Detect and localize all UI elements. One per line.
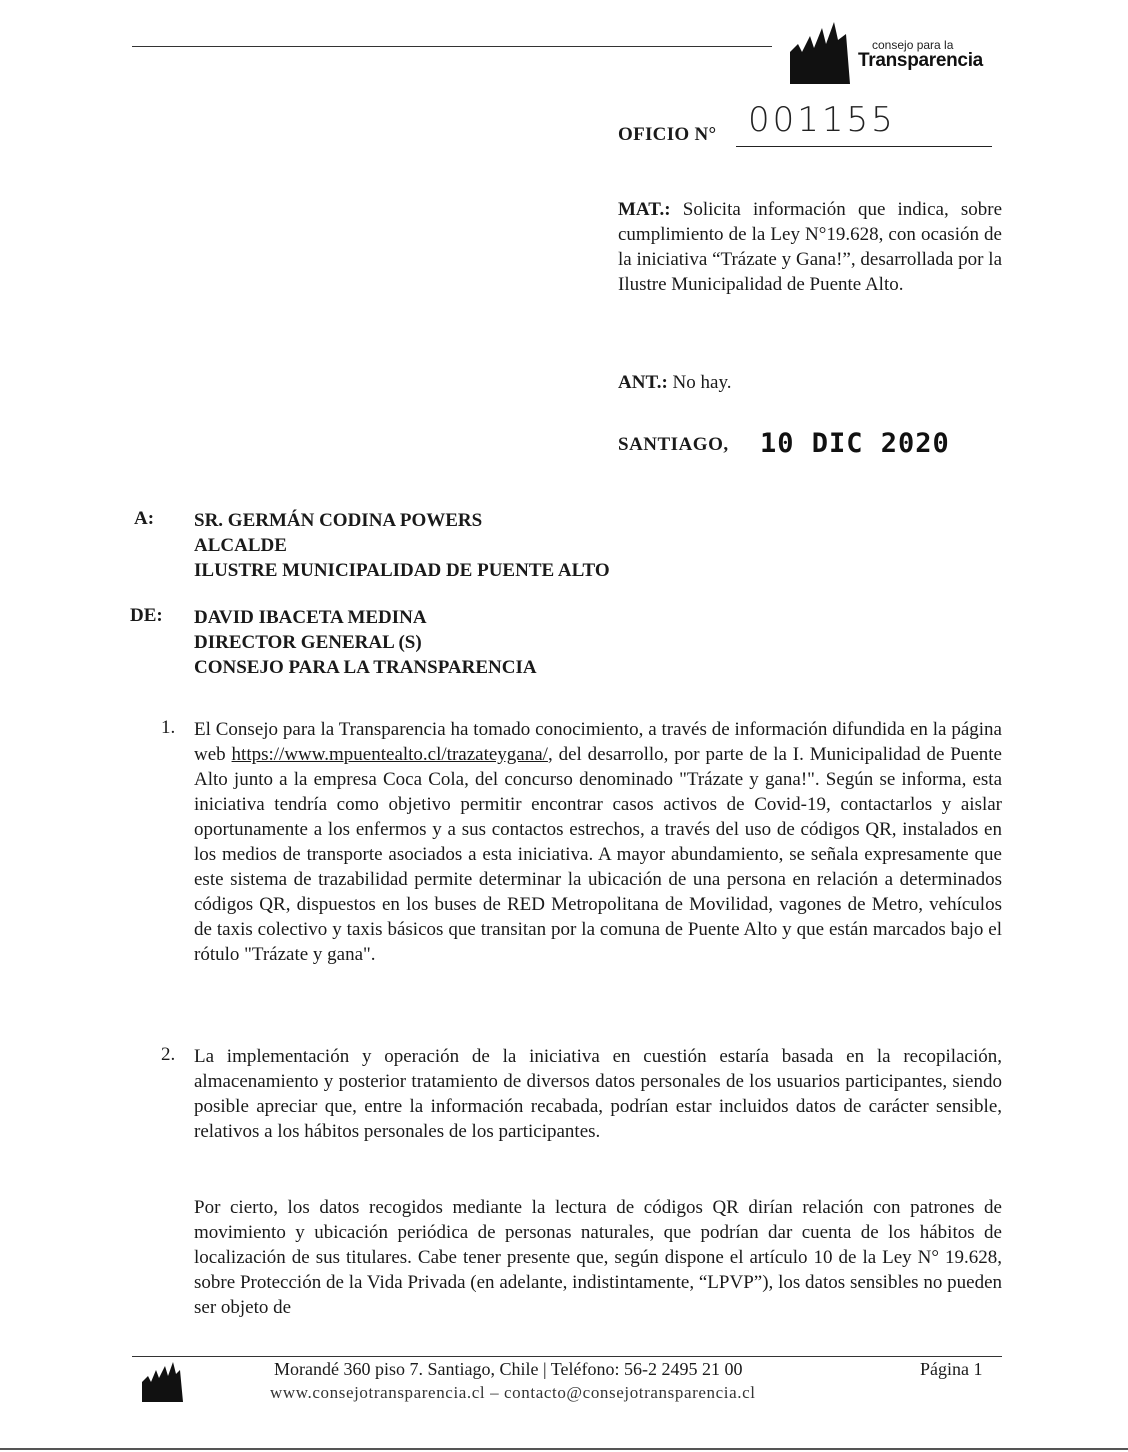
paragraph-1-text-b: , del desarrollo, por parte de la I. Municipalidad de Puente Alto junto a la empresa Coca Cola, del concurso denominado "Trázate y gana!". Según se informa, esta iniciativa tendría como objetivo permitir encontrar casos activos de Covid-19, contactarlos y aislar oportunamente a los enfermos y a sus contactos estrechos, a través del uso de códigos QR, instalados en los medios de transporte asociados a esta iniciativa. A mayor abundamiento, se señala expresamente que este sistema de trazabilidad permite determinar la ubicación de una persona en relación a determinados códigos QR, dispuestos en los buses de RED Metropolitana de Movilidad, vagones de Metro, vehículos de taxis colectivo y taxis básicos que transitan por la comuna de Puente Alto y que están marcados bajo el rótulo "Trázate y gana". (194, 744, 1002, 965)
consejo-transparencia-logo (786, 18, 996, 90)
from-name: DAVID IBACETA MEDINA (194, 607, 427, 628)
trazateygana-link[interactable]: https://www.mpuentealto.cl/trazateygana/ (231, 744, 548, 765)
page-number: Página 1 (920, 1359, 983, 1379)
to-block (194, 508, 610, 583)
materia-block (618, 197, 1002, 297)
logo-mark-icon (786, 18, 866, 90)
page-bottom-edge (0, 1448, 1128, 1450)
logo-line1: consejo para la (872, 38, 954, 52)
footer-contact: www.consejotransparencia.cl – contacto@consejotransparencia.cl (270, 1383, 756, 1402)
from-block (194, 605, 537, 680)
paragraph-1-number: 1. (161, 717, 176, 738)
to-organization: ILUSTRE MUNICIPALIDAD DE PUENTE ALTO (194, 560, 610, 581)
to-title: ALCALDE (194, 535, 287, 556)
footer-rule (132, 1356, 1002, 1357)
paragraph-2: La implementación y operación de la iniciativa en cuestión estaría basada en la recopilación, almacenamiento y posterior tratamiento de diversos datos personales de los usuarios participantes, siendo posible apreciar que, entre la información recabada, podrían estar incluidos datos de carácter sensible, relativos a los hábitos personales de los participantes. (194, 1046, 1002, 1142)
to-label: A: (134, 508, 155, 529)
header-rule (132, 46, 772, 47)
city-label: SANTIAGO, (618, 434, 729, 455)
ant-text: No hay. (672, 372, 732, 393)
antecedente-block (618, 372, 731, 394)
ant-label: ANT.: (618, 372, 668, 393)
from-title: DIRECTOR GENERAL (S) (194, 632, 422, 653)
oficio-number: 001155 (748, 100, 896, 140)
paragraph-1 (194, 717, 1002, 967)
mat-text: Solicita información que indica, sobre cumplimiento de la Ley N°19.628, con ocasión de la iniciativa “Trázate y Gana!”, desarrollada por la Ilustre Municipalidad de Puente Alto. (618, 199, 1003, 295)
paragraph-2-number: 2. (161, 1044, 176, 1065)
to-name: SR. GERMÁN CODINA POWERS (194, 510, 483, 531)
paragraph-3: Por cierto, los datos recogidos mediante la lectura de códigos QR dirían relación con patrones de movimiento y ubicación periódica de personas naturales, que podrían dar cuenta de los hábitos de localización de sus titulares. Cabe tener presente que, según dispone el artículo 10 de la Ley N° 19.628, sobre Protección de la Vida Privada (en adelante, indistintamente, “LPVP”), los datos sensibles no pueden ser objeto de (194, 1197, 1002, 1318)
oficio-label: OFICIO N° (618, 124, 717, 145)
date-stamp: 10 DIC 2020 (760, 428, 950, 459)
oficio-underline (736, 146, 992, 147)
paragraph-1-text-a: El Consejo para la Transparencia ha tomado conocimiento, a través de información difundida en la página web (194, 719, 1002, 765)
logo-line2: Transparencia (858, 50, 983, 71)
mat-label: MAT.: (618, 199, 671, 220)
footer-logo-icon (140, 1360, 186, 1404)
from-label: DE: (130, 605, 163, 626)
footer-address: Morandé 360 piso 7. Santiago, Chile | Teléfono: 56-2 2495 21 00 (274, 1359, 743, 1379)
from-organization: CONSEJO PARA LA TRANSPARENCIA (194, 657, 537, 678)
